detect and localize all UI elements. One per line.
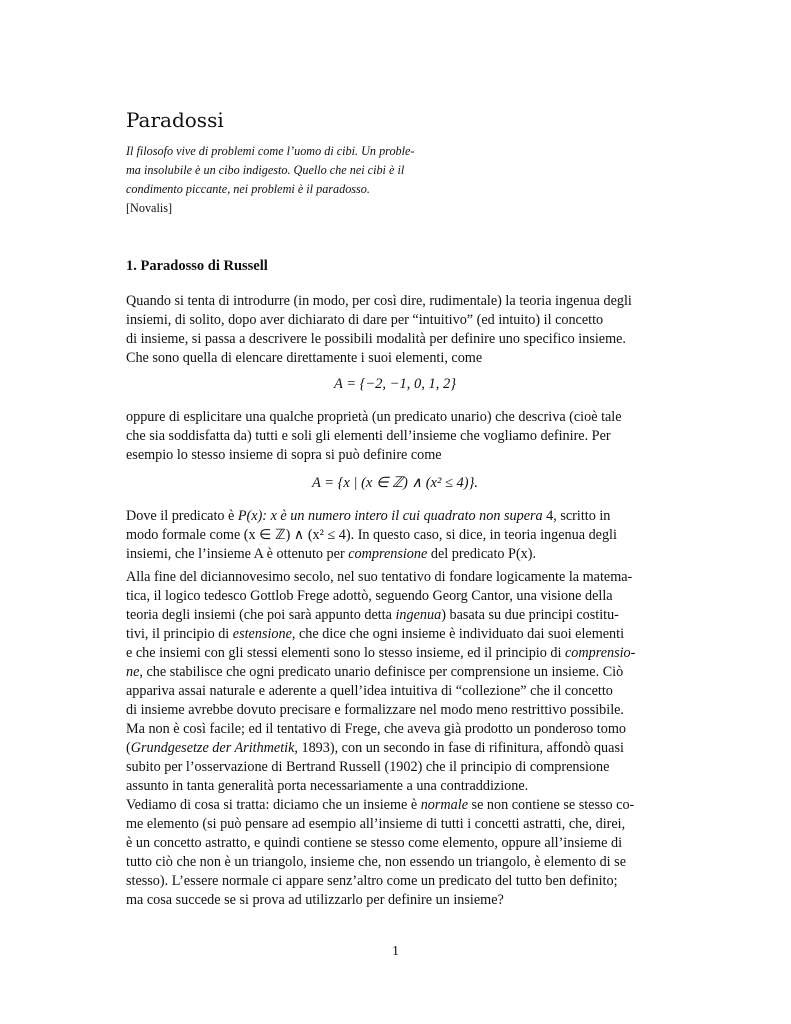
text-line: tutto ciò che non è un triangolo, insieme che, non essendo un triangolo, è elemento di se xyxy=(126,854,626,870)
paragraph-1 xyxy=(126,292,664,368)
text-line: di insieme, si passa a descrivere le possibili modalità per definire uno specifico insieme. xyxy=(126,331,626,347)
text-fragment: del predicato P(x). xyxy=(427,546,537,562)
section-heading: 1. Paradosso di Russell xyxy=(126,258,268,274)
text-line: insiemi, di solito, dopo aver dichiarato di dare per “intuitivo” (ed intuito) il concetto xyxy=(126,312,604,328)
text-fragment: e che insiemi con gli stessi elementi sono lo stesso insieme, ed il principio di xyxy=(126,645,565,661)
text-line xyxy=(126,606,664,625)
page-title: Paradossi xyxy=(126,108,224,132)
text-line: me elemento (si può pensare ad esempio all’insieme di tutti i concetti astratti, che, direi, xyxy=(126,816,626,832)
emphasis-text: normale xyxy=(420,797,468,813)
text-line xyxy=(126,507,664,526)
text-fragment: se non contiene se stesso co- xyxy=(468,797,635,813)
text-line: ma cosa succede se si prova ad utilizzarlo per definire un insieme? xyxy=(126,892,504,908)
text-line: modo formale come (x ∈ ℤ) ∧ (x² ≤ 4). In questo caso, si dice, in teoria ingenua degli xyxy=(126,527,617,543)
text-line: stesso). L’essere normale ci appare senz’altro come un predicato del tutto ben definito; xyxy=(126,873,618,889)
text-fragment: ) basata su due principi costitu- xyxy=(441,607,619,623)
emphasis-text: ingenua xyxy=(395,607,442,623)
text-line: che sia soddisfatta da) tutti e soli gli elementi dell’insieme che vogliamo definire. Per xyxy=(126,428,611,444)
text-line: Che sono quella di elencare direttamente i suoi elementi, come xyxy=(126,350,483,366)
text-line: assunto in tanta generalità porta necessariamente a una contraddizione. xyxy=(126,778,529,794)
text-line xyxy=(126,663,664,682)
paragraph-3 xyxy=(126,507,664,564)
text-line: tica, il logico tedesco Gottlob Frege adottò, seguendo Georg Cantor, una visione della xyxy=(126,588,613,604)
epigraph-author: [Novalis] xyxy=(126,201,173,215)
epigraph-line: condimento piccante, nei problemi è il paradosso. xyxy=(126,182,370,196)
text-fragment: tivi, il principio di xyxy=(126,626,233,642)
text-line: Alla fine del diciannovesimo secolo, nel suo tentativo di fondare logicamente la matema- xyxy=(126,569,633,585)
text-line: è un concetto astratto, e quindi contiene se stesso come elemento, oppure all’insieme di xyxy=(126,835,623,851)
text-fragment: ( xyxy=(126,740,131,756)
emphasis-text: P(x): x è un numero intero il cui quadrato non supera xyxy=(237,508,543,524)
text-line: esempio lo stesso insieme di sopra si può definire come xyxy=(126,447,442,463)
epigraph-line: Il filosofo vive di problemi come l’uomo di cibi. Un proble- xyxy=(126,144,415,158)
text-fragment: , 1893), con un secondo in fase di rifinitura, affondò quasi xyxy=(294,740,624,756)
text-line xyxy=(126,625,664,644)
text-line xyxy=(126,796,664,815)
formula-set-enumeration: A = {−2, −1, 0, 1, 2} xyxy=(333,376,457,392)
text-fragment: insiemi, che l’insieme A è ottenuto per xyxy=(126,546,349,562)
text-line: oppure di esplicitare una qualche proprietà (un predicato unario) che descriva (cioè tale xyxy=(126,409,622,425)
emphasis-text: ne xyxy=(126,664,140,680)
paragraph-2 xyxy=(126,408,664,465)
text-fragment: 4, scritto in xyxy=(542,508,611,524)
page-number: 1 xyxy=(392,944,399,959)
text-fragment: , che dice che ogni insieme è individuato dai suoi elementi xyxy=(291,626,625,642)
epigraph-line: ma insolubile è un cibo indigesto. Quello che nei cibi è il xyxy=(126,163,405,177)
emphasis-text: comprensio- xyxy=(564,645,636,661)
emphasis-text: Grundgesetze der Arithmetik xyxy=(130,740,295,756)
emphasis-text: estensione xyxy=(232,626,292,642)
text-fragment: Dove il predicato è xyxy=(126,508,238,524)
formula-set-comprehension: A = {x | (x ∈ ℤ) ∧ (x² ≤ 4)}. xyxy=(311,475,479,491)
text-line: Quando si tenta di introdurre (in modo, per così dire, rudimentale) la teoria ingenua degli xyxy=(126,293,632,309)
epigraph xyxy=(126,142,471,218)
text-line xyxy=(126,545,664,564)
text-line: appariva assai naturale e aderente a quell’idea intuitiva di “collezione” che il concetto xyxy=(126,683,613,699)
text-fragment: Vediamo di cosa si tratta: diciamo che un insieme è xyxy=(126,797,421,813)
text-line: Ma non è così facile; ed il tentativo di Frege, che aveva già prodotto un ponderoso tomo xyxy=(126,721,626,737)
text-line: di insieme avrebbe dovuto precisare e formalizzare nel modo meno restrittivo possibile. xyxy=(126,702,624,718)
paragraph-4 xyxy=(126,568,664,910)
text-fragment: , che stabilisce che ogni predicato unario definisce per comprensione un insieme. Ciò xyxy=(139,664,624,680)
emphasis-text: comprensione xyxy=(348,546,428,562)
text-fragment: teoria degli insiemi (che poi sarà appunto detta xyxy=(126,607,396,623)
text-line: subito per l’osservazione di Bertrand Russell (1902) che il principio di comprensione xyxy=(126,759,610,775)
text-line xyxy=(126,644,664,663)
text-line xyxy=(126,739,664,758)
